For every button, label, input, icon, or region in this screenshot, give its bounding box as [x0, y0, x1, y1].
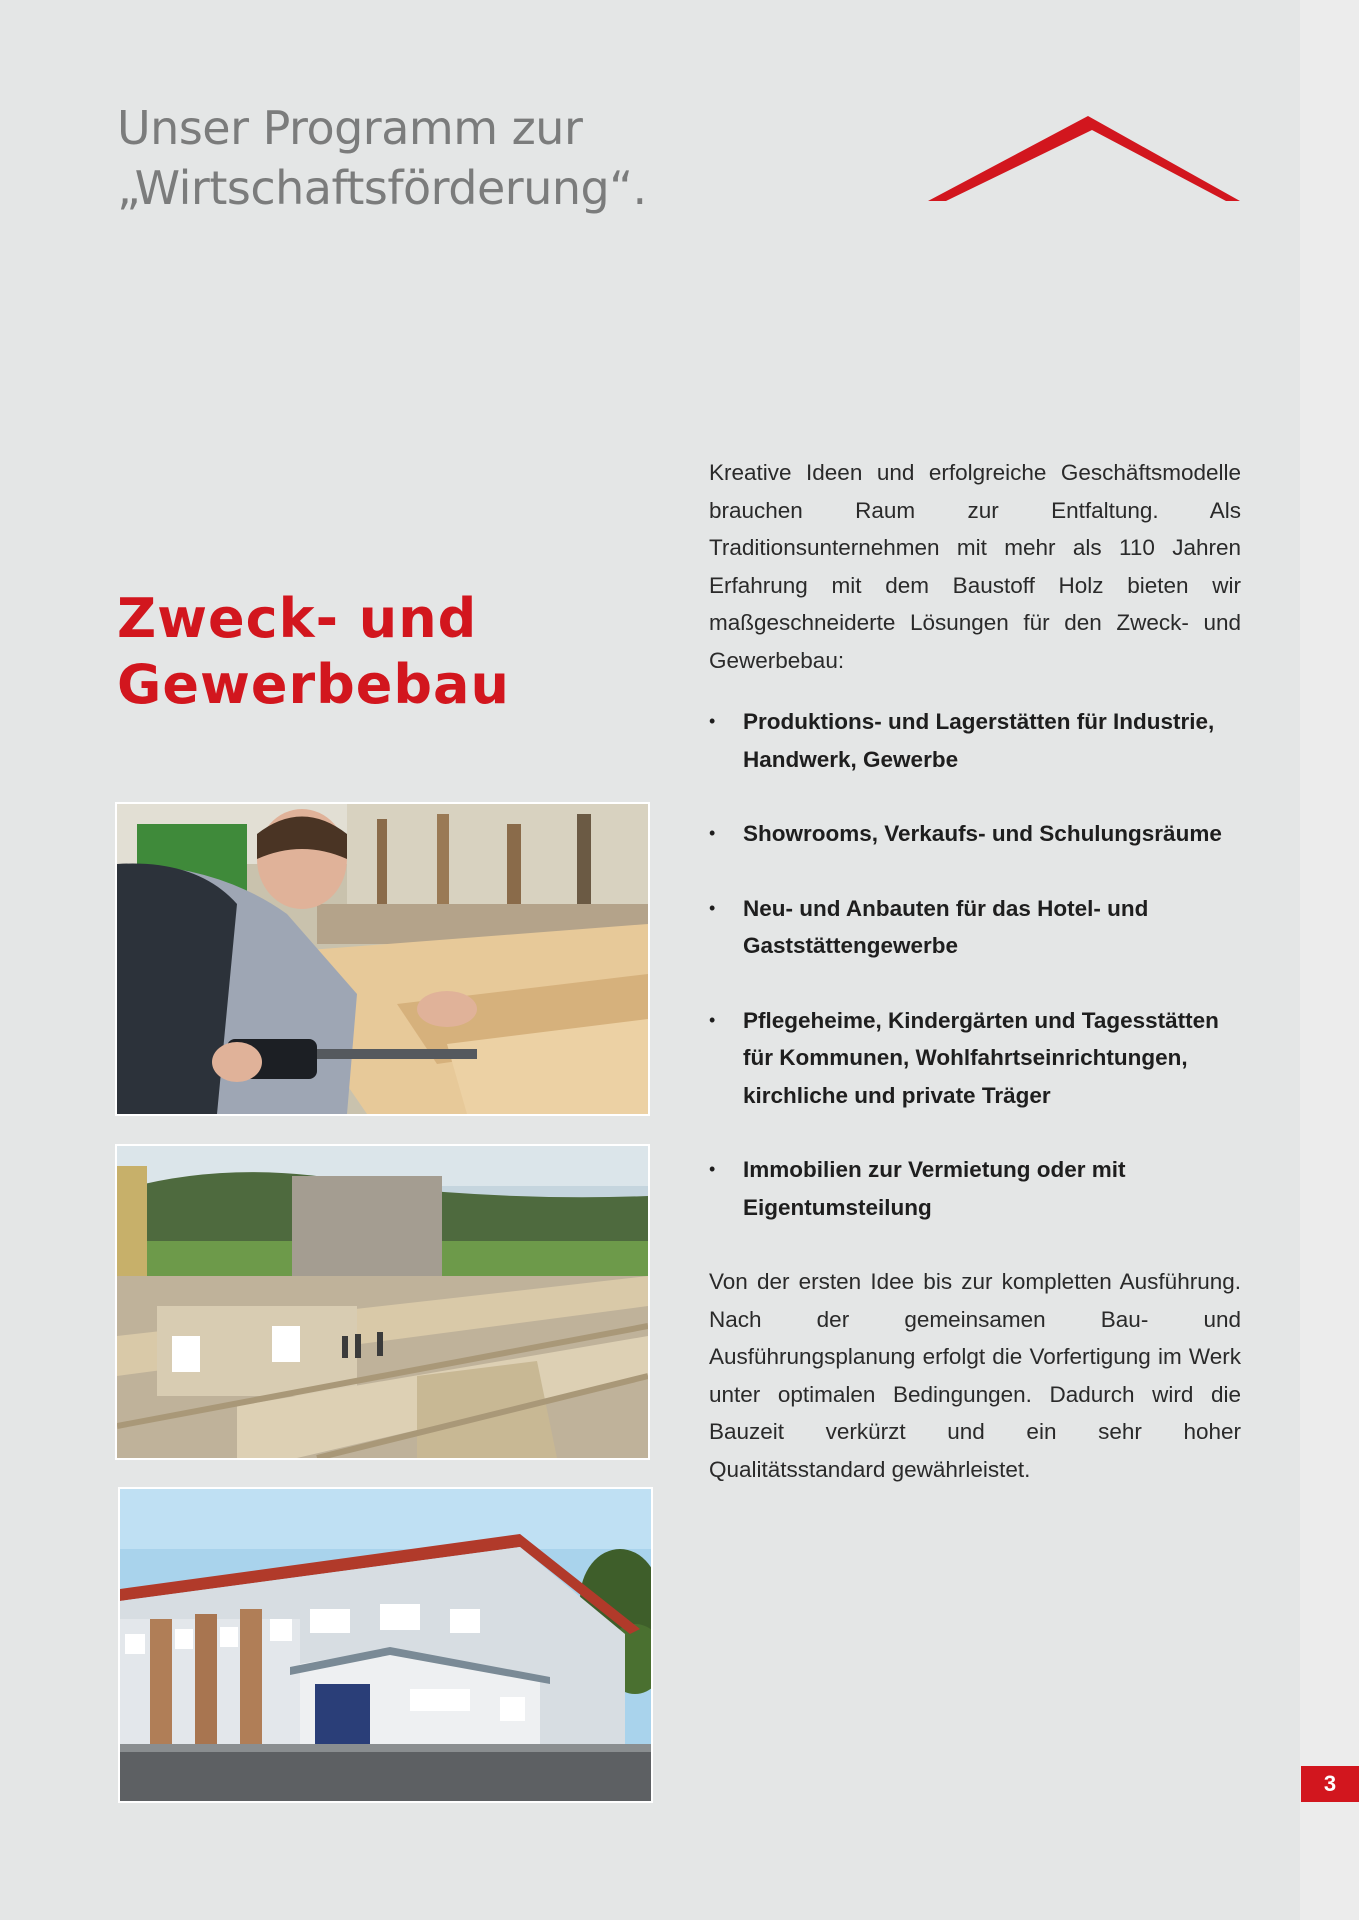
section-heading	[117, 586, 510, 718]
section-heading-line-1: Zweck- und	[117, 587, 478, 650]
page-number-badge: 3	[1301, 1766, 1359, 1802]
intro-paragraph: Kreative Ideen und erfolgreiche Geschäftsmodelle brauchen Raum zur Entfaltung. Als Traditionsunternehmen mit mehr als 110 Jahren Erfahrung mit dem Baustoff Holz bieten wir maßgeschneiderte Lösungen für den Zweck- und Gewerbebau:	[709, 460, 1241, 673]
list-item: • Immobilien zur Vermietung oder mit Eigentumsteilung	[709, 1151, 1241, 1226]
photo-construction-site	[115, 1144, 650, 1460]
list-item: • Pflegeheime, Kindergärten und Tagesstätten für Kommunen, Wohlfahrtseinrichtungen, kirchliche und private Träger	[709, 1002, 1241, 1115]
photo-workshop-carpenter	[115, 802, 650, 1116]
list-item: • Produktions- und Lagerstätten für Industrie, Handwerk, Gewerbe	[709, 703, 1241, 778]
list-item: • Neu- und Anbauten für das Hotel- und Gaststättengewerbe	[709, 890, 1241, 965]
page-title-line-1: Unser Programm zur	[117, 101, 583, 155]
service-list	[709, 703, 1241, 1226]
page-title	[117, 98, 647, 218]
outro-paragraph: Von der ersten Idee bis zur kompletten Ausführung. Nach der gemeinsamen Bau- und Ausführungsplanung erfolgt die Vorfertigung im Werk unter optimalen Bedingungen. Dadurch wird die Bauzeit verkürzt und ein sehr hoher Qualitätsstandard gewährleistet.	[709, 1269, 1241, 1482]
page-margin-strip	[1300, 0, 1359, 1920]
page-title-line-2: „Wirtschaftsförderung“.	[117, 161, 647, 215]
photo-commercial-building	[118, 1487, 653, 1803]
section-heading-line-2: Gewerbebau	[117, 653, 510, 716]
roof-logo-icon	[928, 116, 1242, 202]
list-item: • Showrooms, Verkaufs- und Schulungsräume	[709, 815, 1241, 853]
body-text-column	[709, 454, 1241, 1488]
